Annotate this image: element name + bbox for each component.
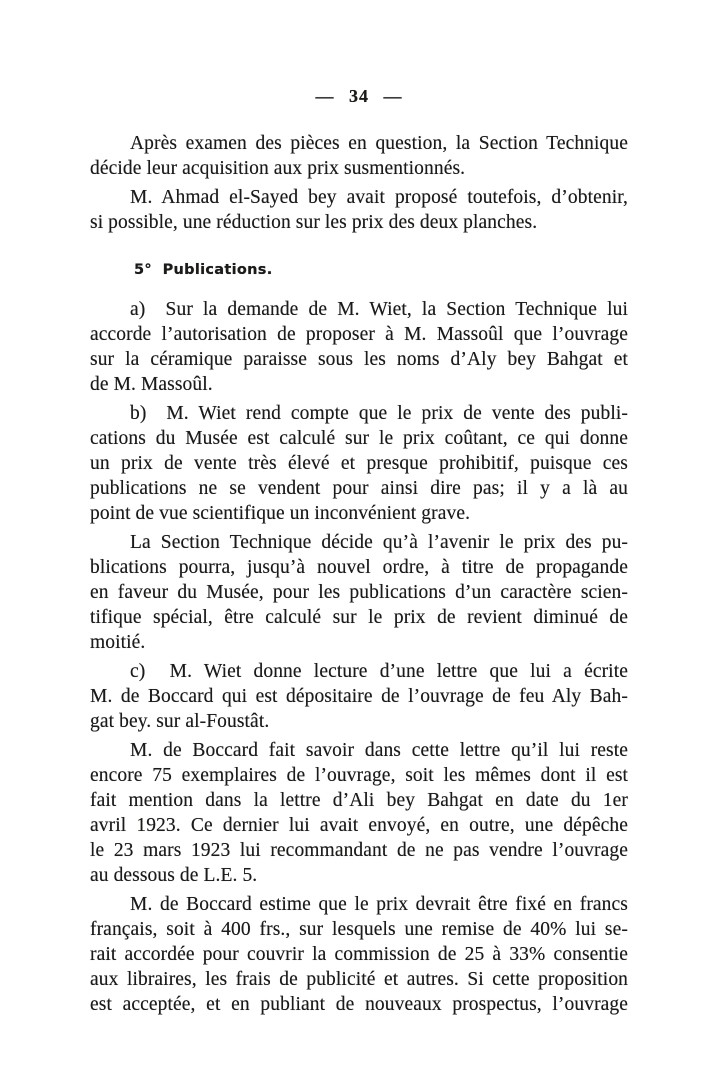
paragraph bbox=[90, 659, 628, 734]
line-text: gat bey. sur al-Foustât. bbox=[90, 711, 270, 732]
paragraph bbox=[90, 185, 628, 235]
line-text: M. de Boccard fait savoir dans cette lettre qu’il lui reste bbox=[130, 740, 628, 761]
page-number: — 34 — bbox=[315, 86, 403, 106]
paragraph bbox=[90, 401, 628, 526]
text-line bbox=[90, 630, 628, 655]
text-line bbox=[90, 372, 628, 397]
line-text: M. de Boccard estime que le prix devrait être fixé en francs bbox=[130, 894, 628, 915]
line-text: si possible, une réduction sur les prix des deux planches. bbox=[90, 212, 538, 233]
text-line bbox=[90, 210, 628, 235]
page-content bbox=[90, 131, 628, 1017]
text-line bbox=[90, 476, 628, 501]
line-text: c) M. Wiet donne lecture d’une lettre que lui a écrite bbox=[130, 661, 628, 682]
text-line bbox=[90, 942, 628, 967]
text-line bbox=[90, 555, 628, 580]
line-text: fait mention dans la lettre d’Ali bey Bahgat en date du 1er bbox=[90, 790, 628, 811]
line-text: décide leur acquisition aux prix susmentionnés. bbox=[90, 158, 466, 179]
line-text: point de vue scientifique un inconvénient grave. bbox=[90, 503, 471, 524]
text-line bbox=[90, 297, 628, 322]
text-line bbox=[90, 659, 628, 684]
line-text: aux libraires, les frais de publicité et autres. Si cette proposition bbox=[90, 969, 629, 990]
line-text: un prix de vente très élevé et presque prohibitif, puisque ces bbox=[90, 453, 628, 474]
line-text: est acceptée, et en publiant de nouveaux prospectus, l’ouvrage bbox=[90, 994, 629, 1015]
line-text: Après examen des pièces en question, la Section Technique bbox=[130, 133, 628, 154]
text-line bbox=[90, 838, 628, 863]
text-line bbox=[90, 917, 628, 942]
text-line bbox=[90, 131, 628, 156]
line-text: accorde l’autorisation de proposer à M. Massoûl que l’ouvrage bbox=[90, 324, 628, 345]
line-text: publications ne se vendent pour ainsi dire pas; il y a là au bbox=[90, 478, 629, 499]
line-text: blications pourra, jusqu’à nouvel ordre, à titre de propagande bbox=[90, 557, 628, 578]
paragraph bbox=[90, 738, 628, 888]
text-line bbox=[90, 451, 628, 476]
line-text: au dessous de L.E. 5. bbox=[90, 865, 258, 886]
text-line bbox=[90, 892, 628, 917]
line-text: encore 75 exemplaires de l’ouvrage, soit les mêmes dont il est bbox=[90, 765, 629, 786]
line-text: La Section Technique décide qu’à l’avenir le prix des pu- bbox=[130, 532, 629, 553]
line-text: avril 1923. Ce dernier lui avait envoyé, en outre, une dépêche bbox=[90, 815, 628, 836]
text-line bbox=[90, 684, 628, 709]
section-heading: 5° Publications. bbox=[134, 262, 273, 278]
text-line bbox=[90, 709, 628, 734]
line-text: b) M. Wiet rend compte que le prix de vente des publi- bbox=[130, 403, 628, 424]
line-text: sur la céramique paraisse sous les noms d’Aly bey Bahgat et bbox=[90, 349, 629, 370]
line-text: a) Sur la demande de M. Wiet, la Section Technique lui bbox=[130, 299, 629, 320]
line-text: tifique spécial, être calculé sur le prix de revient diminué de bbox=[90, 607, 628, 628]
text-line bbox=[90, 322, 628, 347]
line-text: rait accordée pour couvrir la commission de 25 à 33% consentie bbox=[90, 944, 629, 965]
text-line bbox=[90, 605, 628, 630]
text-line bbox=[90, 156, 628, 181]
paragraph bbox=[90, 131, 628, 181]
paragraph bbox=[90, 530, 628, 655]
text-line bbox=[90, 813, 628, 838]
line-text: moitié. bbox=[90, 632, 146, 653]
text-line bbox=[90, 788, 628, 813]
line-text: en faveur du Musée, pour les publications d’un caractère scien- bbox=[90, 582, 628, 603]
text-line bbox=[90, 501, 628, 526]
text-line bbox=[90, 580, 628, 605]
text-line bbox=[90, 763, 628, 788]
text-line bbox=[90, 967, 628, 992]
line-text: M. Ahmad el-Sayed bey avait proposé toutefois, d’obtenir, bbox=[130, 187, 628, 208]
text-line bbox=[90, 401, 628, 426]
paragraph bbox=[90, 297, 628, 397]
text-line bbox=[90, 426, 628, 451]
text-line bbox=[90, 530, 628, 555]
text-line bbox=[90, 992, 628, 1017]
text-line bbox=[90, 185, 628, 210]
line-text: français, soit à 400 frs., sur lesquels une remise de 40% lui se- bbox=[90, 919, 628, 940]
line-text: M. de Boccard qui est dépositaire de l’ouvrage de feu Aly Bah- bbox=[90, 686, 628, 707]
text-line bbox=[90, 738, 628, 763]
line-text: de M. Massoûl. bbox=[90, 374, 213, 395]
line-text: le 23 mars 1923 lui recommandant de ne pas vendre l’ouvrage bbox=[90, 840, 628, 861]
paragraph bbox=[90, 892, 628, 1017]
text-line bbox=[90, 347, 628, 372]
text-line bbox=[90, 863, 628, 888]
line-text: cations du Musée est calculé sur le prix coûtant, ce qui donne bbox=[90, 428, 629, 449]
